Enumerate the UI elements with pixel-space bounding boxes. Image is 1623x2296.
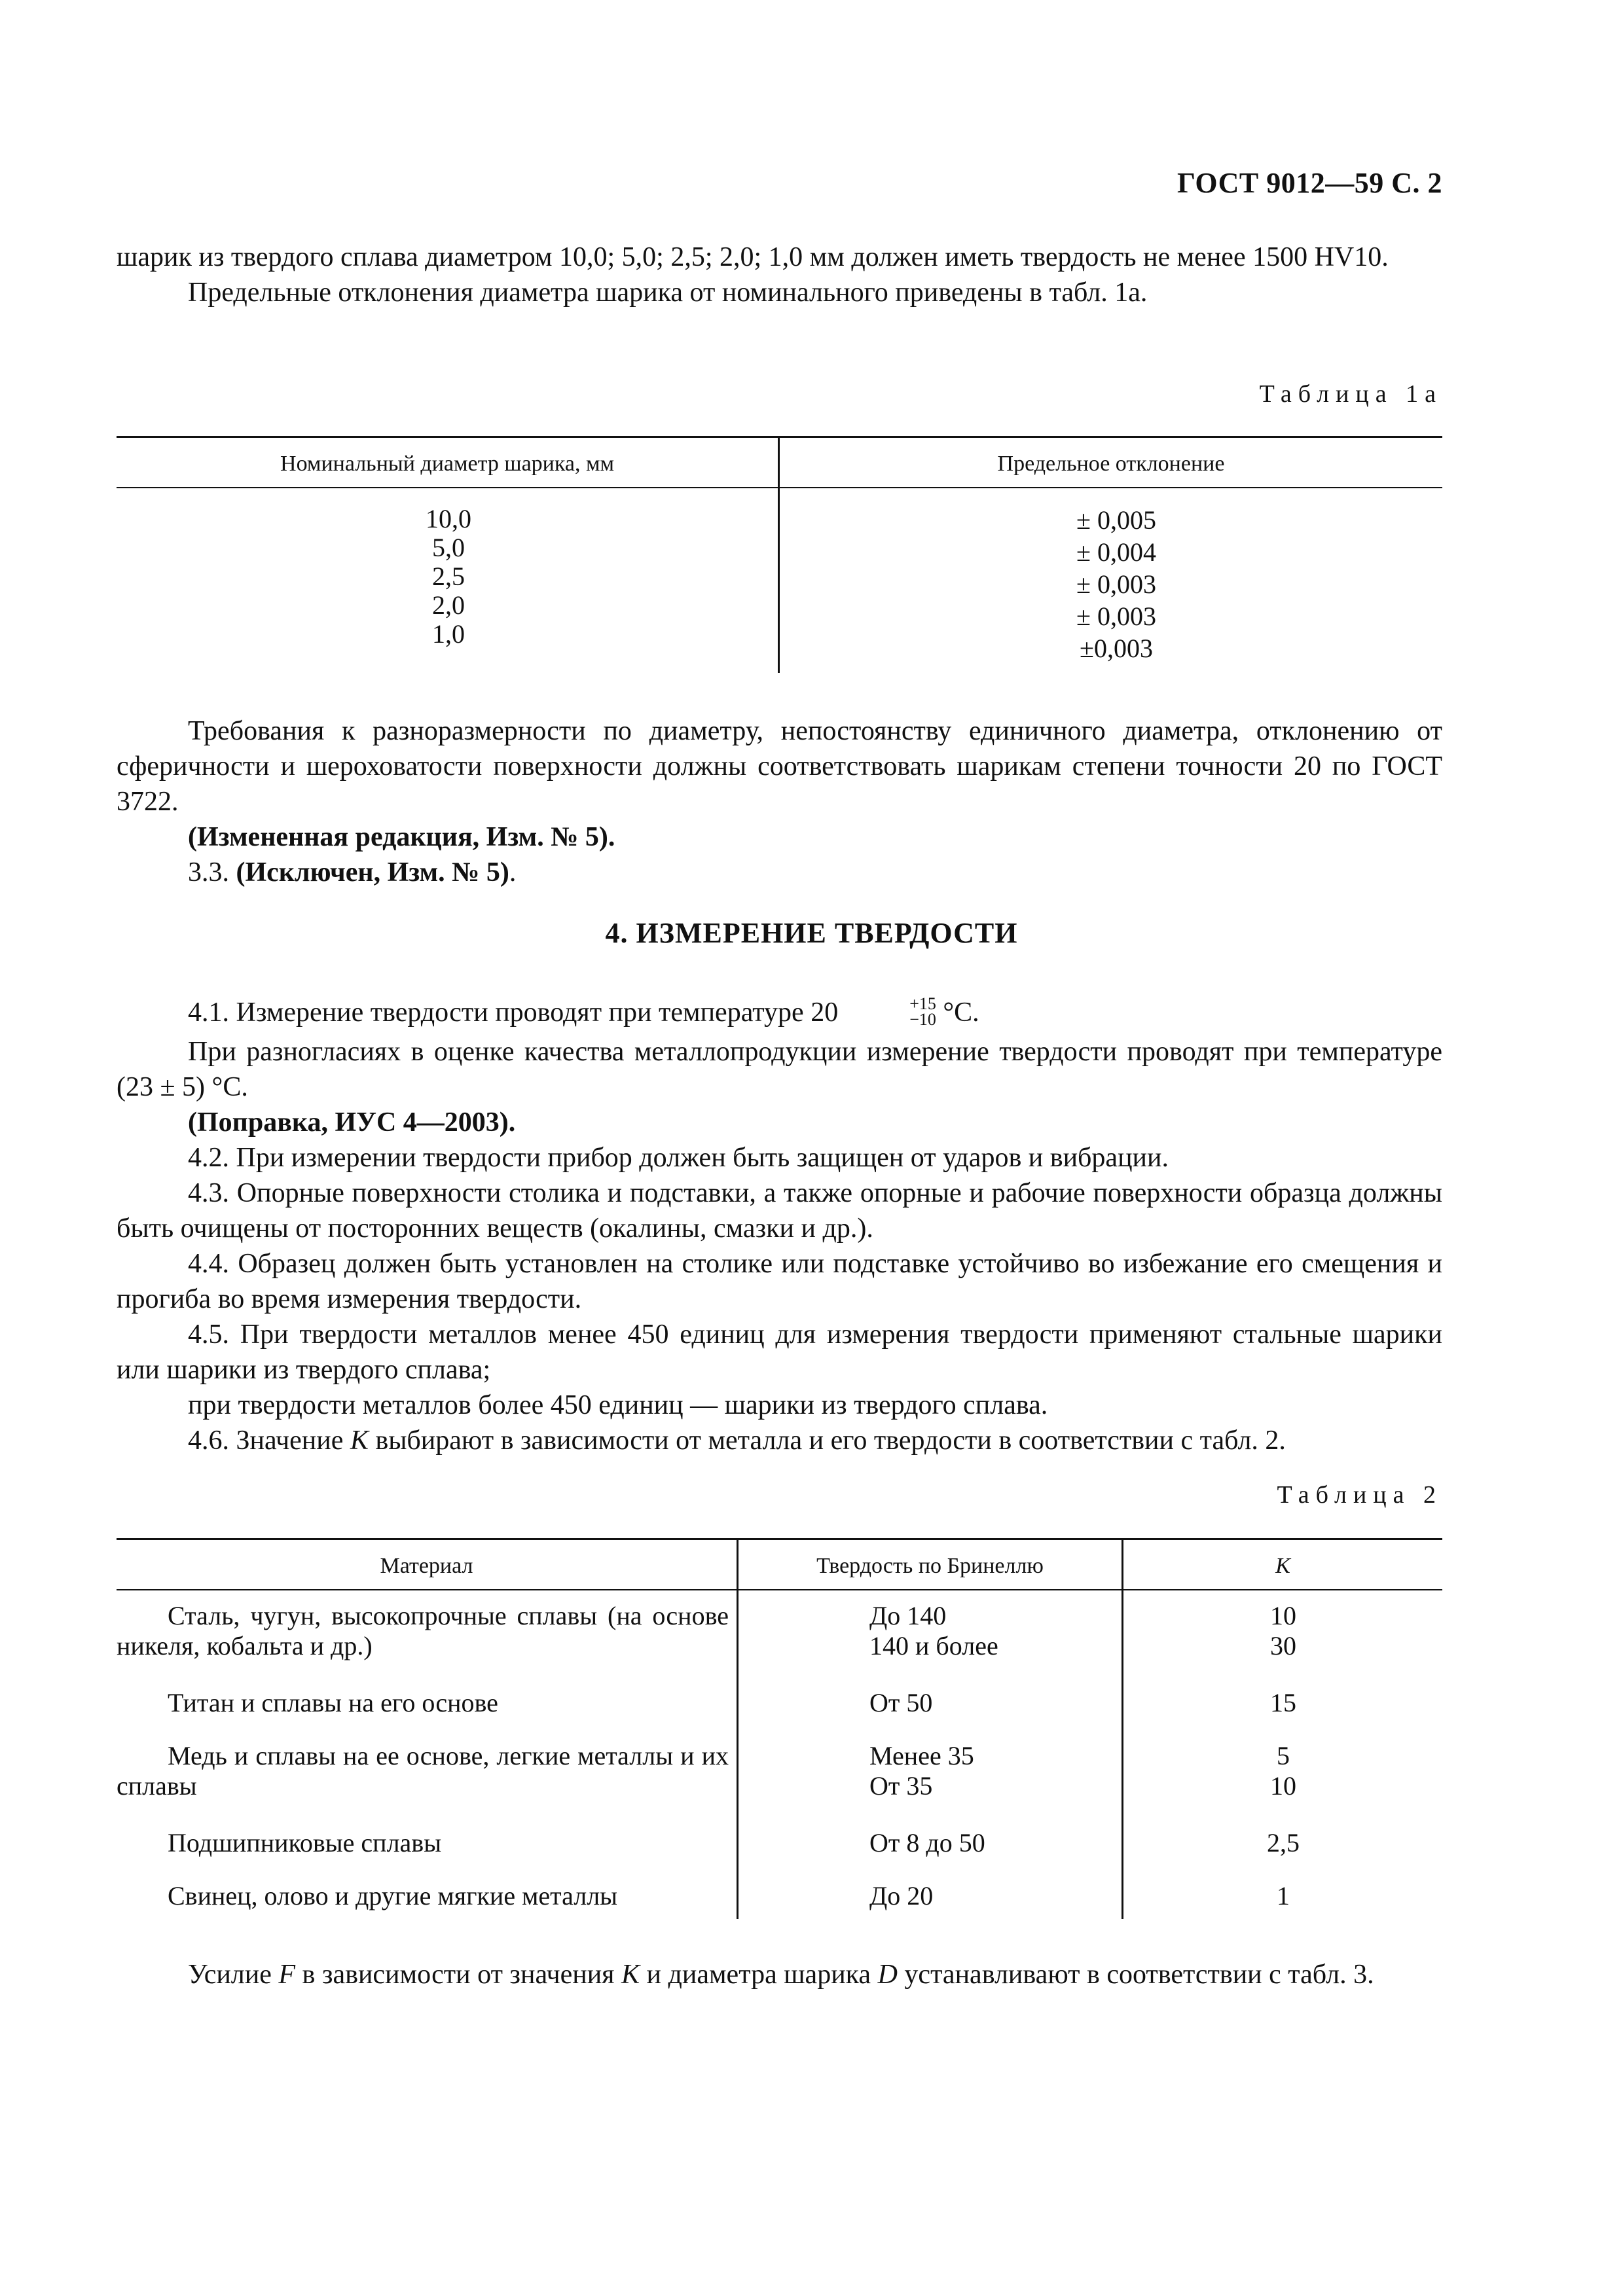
table-2-divider-2: [1122, 1538, 1123, 1919]
table-2-header-material: Материал: [380, 1554, 473, 1578]
table-2-header-hardness: Твердость по Бринеллю: [816, 1554, 1044, 1578]
intro-paragraph: шарик из твердого сплава диаметром 10,0; 5,0; 2,5; 2,0; 1,0 мм должен иметь твердость не менее 1500 HV10.: [117, 242, 1389, 272]
table-1a-deviation-column: [1041, 504, 1192, 664]
table-cell: От 50: [869, 1688, 933, 1717]
table-cell: ± 0,003: [1076, 601, 1156, 631]
amendment-note: [117, 819, 1442, 855]
table-2-material-cell: Сталь, чугун, высокопрочные сплавы (на основе никеля, кобальта и др.): [117, 1601, 729, 1660]
requirements-block: [117, 713, 1442, 890]
table-cell: 1,0: [432, 619, 465, 649]
page-header: ГОСТ 9012—59 С. 2: [1176, 167, 1442, 199]
clause-excluded-text: (Исключен, Изм. № 5): [236, 857, 509, 888]
table-cell: 10: [1270, 1771, 1296, 1801]
tolerance-upper: +15: [909, 994, 936, 1014]
intro-block: [117, 240, 1442, 310]
table-1a-title: Таблица 1а: [1259, 380, 1442, 408]
table-cell: 10,0: [426, 504, 471, 533]
table-2-hardness-cell: [869, 1881, 933, 1911]
variable-d: D: [877, 1960, 898, 1990]
table-cell: ±0,003: [1080, 634, 1153, 663]
table-2-material-cell: Титан и сплавы на его основе: [168, 1688, 498, 1717]
clause-4-6-text-end: выбирают в зависимости от металла и его твердости в соответствии с табл. 2.: [368, 1426, 1286, 1456]
requirements-paragraph: Требования к разноразмерности по диаметру, непостоянству единичного диаметра, отклонению от сферичности и шероховатости поверхности должны соответствовать шарикам степени точности 20 по ГОСТ 3722.: [117, 716, 1442, 817]
table-2-material-cell: Свинец, олово и другие мягкие металлы: [168, 1881, 618, 1910]
table-2-top-rule: [117, 1538, 1442, 1540]
clause-4-1-dispute: При разногласиях в оценке качества металлопродукции измерение твердости проводят при температуре (23 ± 5) °С.: [117, 1037, 1442, 1103]
clause-end: .: [509, 857, 517, 888]
table-1a-diameter-column: [386, 504, 511, 649]
clause-4-2: 4.2. При измерении твердости прибор должен быть защищен от ударов и вибрации.: [188, 1143, 1169, 1174]
clause-3-3: [117, 855, 1442, 890]
tolerance-lower: −10: [909, 1010, 936, 1030]
clause-4-6-text: 4.6. Значение: [188, 1426, 350, 1456]
table-cell: До 20: [869, 1881, 934, 1910]
clause-4-3: 4.3. Опорные поверхности столика и подставки, а также опорные и рабочие поверхности образца должны быть очищены от посторонних веществ (окалины, смазки и др.).: [117, 1178, 1442, 1244]
table-cell: От 8 до 50: [869, 1828, 985, 1857]
clause-4-1-text: 4.1. Измерение твердости проводят при температуре 20: [188, 997, 839, 1028]
section-4-title: 4. ИЗМЕРЕНИЕ ТВЕРДОСТИ: [605, 917, 1018, 949]
final-text: Усилие: [188, 1960, 279, 1990]
section-4-body: [117, 995, 1442, 1458]
table-2-hardness-cell: [869, 1741, 974, 1801]
table-2-title: Таблица 2: [1277, 1481, 1442, 1509]
table-cell: 1: [1277, 1881, 1290, 1910]
table-1a-header-diameter: Номинальный диаметр шарика, мм: [280, 452, 614, 476]
table-2-k-cell: [1244, 1881, 1322, 1911]
table-cell: От 35: [869, 1771, 933, 1801]
final-text: и диаметра шарика: [640, 1960, 878, 1990]
table-2-header-k: K: [1275, 1554, 1290, 1578]
clause-4-5-cont: при твердости металлов более 450 единиц — шарики из твердого сплава.: [188, 1390, 1048, 1421]
table-cell: Менее 35: [869, 1741, 974, 1770]
clause-number: 3.3.: [188, 857, 229, 888]
table-cell: ± 0,004: [1076, 537, 1156, 567]
table-2-k-cell: [1244, 1601, 1322, 1661]
table-cell: 140 и более: [869, 1631, 998, 1660]
final-text: устанавливают в соответствии с табл. 3.: [897, 1960, 1374, 1990]
amendment-text: (Измененная редакция, Изм. № 5).: [188, 822, 615, 852]
temperature-tolerance: [838, 996, 936, 1028]
clause-4-1-unit: °С.: [936, 997, 979, 1028]
clause-4-6: [117, 1423, 1442, 1458]
table-cell: 5: [1277, 1741, 1290, 1770]
table-cell: 15: [1270, 1688, 1296, 1717]
final-text: в зависимости от значения: [295, 1960, 621, 1990]
table-2-material-cell: Медь и сплавы на ее основе, легкие металлы и их сплавы: [117, 1741, 729, 1801]
correction-text: (Поправка, ИУС 4—2003).: [188, 1107, 516, 1138]
table-cell: ± 0,003: [1076, 569, 1156, 599]
clause-4-5: 4.5. При твердости металлов менее 450 единиц для измерения твердости применяют стальные шарики или шарики из твердого сплава;: [117, 1319, 1442, 1386]
table-cell: 10: [1270, 1601, 1296, 1630]
clause-4-4: 4.4. Образец должен быть установлен на столике или подставке устойчиво во избежание его смещения и прогиба во время измерения твердости.: [117, 1249, 1442, 1315]
table-2-k-cell: [1244, 1828, 1322, 1858]
table-2-material-cell: Подшипниковые сплавы: [168, 1828, 442, 1857]
final-block: [117, 1957, 1442, 1992]
correction-note: [117, 1105, 1442, 1140]
table-cell: 30: [1270, 1631, 1296, 1660]
table-1a-header-deviation: Предельное отклонение: [997, 452, 1225, 476]
variable-f: F: [278, 1960, 296, 1990]
clause-4-1: [117, 995, 1442, 1030]
table-cell: До 140: [869, 1601, 947, 1630]
table-cell: 5,0: [432, 533, 465, 562]
table-cell: 2,0: [432, 590, 465, 620]
table-cell: 2,5: [432, 562, 465, 591]
intro-paragraph-ref: Предельные отклонения диаметра шарика от номинального приведены в табл. 1а.: [188, 278, 1148, 308]
table-2-hardness-cell: [869, 1601, 998, 1661]
final-paragraph: [117, 1957, 1442, 1992]
table-2-header-rule: [117, 1589, 1442, 1590]
table-2-k-cell: [1244, 1741, 1322, 1801]
table-2-hardness-cell: [869, 1828, 985, 1858]
table-2-divider-1: [737, 1538, 739, 1919]
table-2-hardness-cell: [869, 1688, 932, 1718]
table-2-k-cell: [1244, 1688, 1322, 1718]
variable-k: K: [350, 1426, 369, 1456]
table-cell: 2,5: [1267, 1828, 1300, 1857]
table-cell: ± 0,005: [1076, 505, 1156, 535]
variable-k: K: [621, 1960, 640, 1990]
